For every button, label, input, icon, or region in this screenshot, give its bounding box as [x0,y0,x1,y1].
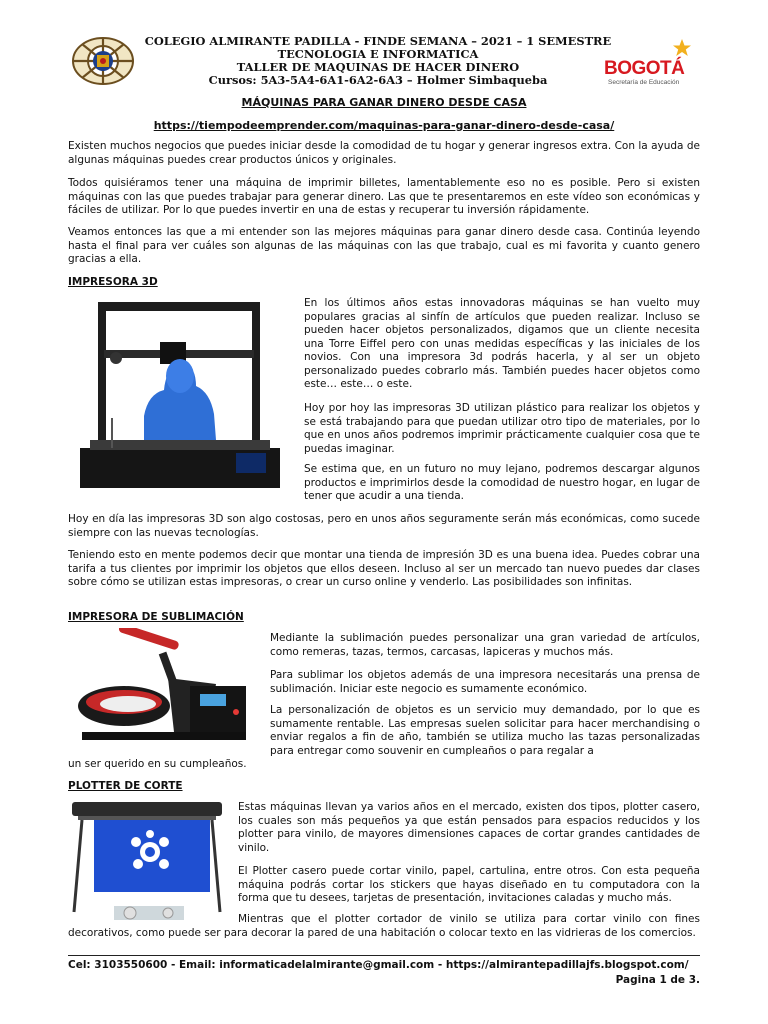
footer-divider [68,955,700,956]
plotter-paragraph: Mientras que el plotter cortador de vinilo se utiliza para cortar vinilo con fines decorativos, como puede ser para decorar la pared de una habitación o colocar texto en las vidrieras de los comercios. [68,913,700,939]
intro-paragraph: Todos quisiéramos tener una máquina de imprimir billetes, lamentablemente eso no es posible. Pero si existen máquinas con las que puedes trabajar para generar dinero. Las que te presentaremos en este vídeo son económicas y fáciles de utilizar. Por lo que puedes invertir en una de estas y recuperar tu inversión rápidamente. [68,177,700,216]
3d-printer-image [68,298,288,498]
sublimation-paragraph: La personalización de objetos es un servicio muy demandado, por lo que es sumamente rentable. Las empresas suelen solicitar para hacer merchandising o enviar regalos a fin de año, también se utiliza mucho las tazas personalizadas para entregar como souvenir en cumpleaños o para regalar a [270,704,700,757]
sublimation-paragraph: Mediante la sublimación puedes personalizar una gran variedad de artículos, como remeras, tazas, termos, carcasas, lapiceras y muchos más. [270,632,700,658]
page-number: Pagina 1 de 3. [615,974,700,986]
star-icon [672,38,692,58]
source-link[interactable]: https://tiempodeemprender.com/maquinas-para-ganar-dinero-desde-casa/ [153,119,615,132]
bogota-logo [602,38,698,88]
header-text [138,35,618,87]
plotter-paragraph: El Plotter casero puede cortar vinilo, papel, cartulina, entre otros. Con esta pequeña máquina podrás cortar los stickers que hayas diseñado en tu computadora con la forma que tu desees, tarjetas de presentación, invitaciones caladas y mucho más. [238,865,700,904]
3d-printer-paragraph: Hoy en día las impresoras 3D son algo costosas, pero en unos años seguramente serán más económicas, como sucede siempre con las nuevas tecnologías. [68,513,700,539]
document-header [68,34,700,92]
sublimation-paragraph: un ser querido en su cumpleaños. [68,758,247,770]
plotter-paragraph: Estas máquinas llevan ya varios años en el mercado, existen dos tipos, plotter casero, los cuales son más pequeños ya que están pensados para espacios reducidos y los plotter para vinilo, de mayores dimensiones capaces de cortar grandes cantidades de vinilo. [238,801,700,854]
section-heading-sublimation: IMPRESORA DE SUBLIMACIÓN [68,611,244,623]
bogota-subtitle: Secretaría de Educación [608,79,680,86]
sublimation-press-image [68,628,256,752]
cutting-plotter-image [68,800,228,925]
document-title: MÁQUINAS PARA GANAR DINERO DESDE CASA [241,96,527,109]
section-heading-plotter: PLOTTER DE CORTE [68,780,183,792]
bogota-wordmark: BOGOTÁ [604,58,685,79]
school-line: COLEGIO ALMIRANTE PADILLA - FINDE SEMANA – 2021 – 1 SEMESTRE [144,34,612,48]
footer-contact: Cel: 3103550600 - Email: informaticadelalmirante@gmail.com - https://almirantepadillajfs.blogspot.com/ [68,959,689,971]
courses-line: Cursos: 5A3-5A4-6A1-6A2-6A3 – Holmer Simbaqueba [208,73,548,87]
3d-printer-paragraph: Se estima que, en un futuro no muy lejano, podremos descargar algunos productos e imprimirlos desde la comodidad de nuestro hogar, en lugar de tener que acudir a una tienda. [304,463,700,502]
intro-paragraph: Veamos entonces las que a mi entender son las mejores máquinas para ganar dinero desde casa. Continúa leyendo hasta el final para ver cuáles son algunas de las máquinas con las que trabajo, cual es mi favorita y cuanto genero gracias a ella. [68,226,700,265]
3d-printer-paragraph: Teniendo esto en mente podemos decir que montar una tienda de impresión 3D es una buena idea. Puedes cobrar una tarifa a tus clientes por imprimir los objetos que ellos deseen. Incluso al ser un mercado tan nuevo puedes dar clases sobre cómo se utilizan estas impresoras, o crear un curso online y venderlo. Las posibilidades son infinitas. [68,549,700,588]
intro-paragraph: Existen muchos negocios que puedes iniciar desde la comodidad de tu hogar y generar ingresos extra. Con la ayuda de algunas máquinas puedes crear productos únicos y originales. [68,140,700,166]
section-heading-3d-printer: IMPRESORA 3D [68,276,158,288]
sublimation-paragraph: Para sublimar los objetos además de una impresora necesitarás una prensa de sublimación. Iniciar este negocio es sumamente económico. [270,669,700,695]
3d-printer-paragraph: Hoy por hoy las impresoras 3D utilizan plástico para realizar los objetos y se está trabajando para que puedan utilizar otro tipo de materiales, por lo que en unos años podremos imprimir prácticamente cualquier cosa que te puedas imaginar. [304,402,700,455]
workshop-line: TALLER DE MAQUINAS DE HACER DINERO [236,60,520,74]
3d-printer-paragraph: En los últimos años estas innovadoras máquinas se han vuelto muy populares gracias al sinfín de artículos que pueden realizar. Incluso se pueden hacer objetos personalizados, digamos que un cliente necesita una Torre Eiffel pero con unas medidas específicas y las iniciales de los novios. Con una impresora 3d podrás hacerla, y al ser un objeto personalizado puedes cobrarlo más. También puedes hacer objetos como este… este… o este. [304,297,700,390]
subject-line: TECNOLOGIA E INFORMATICA [277,47,479,61]
school-seal-logo [70,36,136,86]
